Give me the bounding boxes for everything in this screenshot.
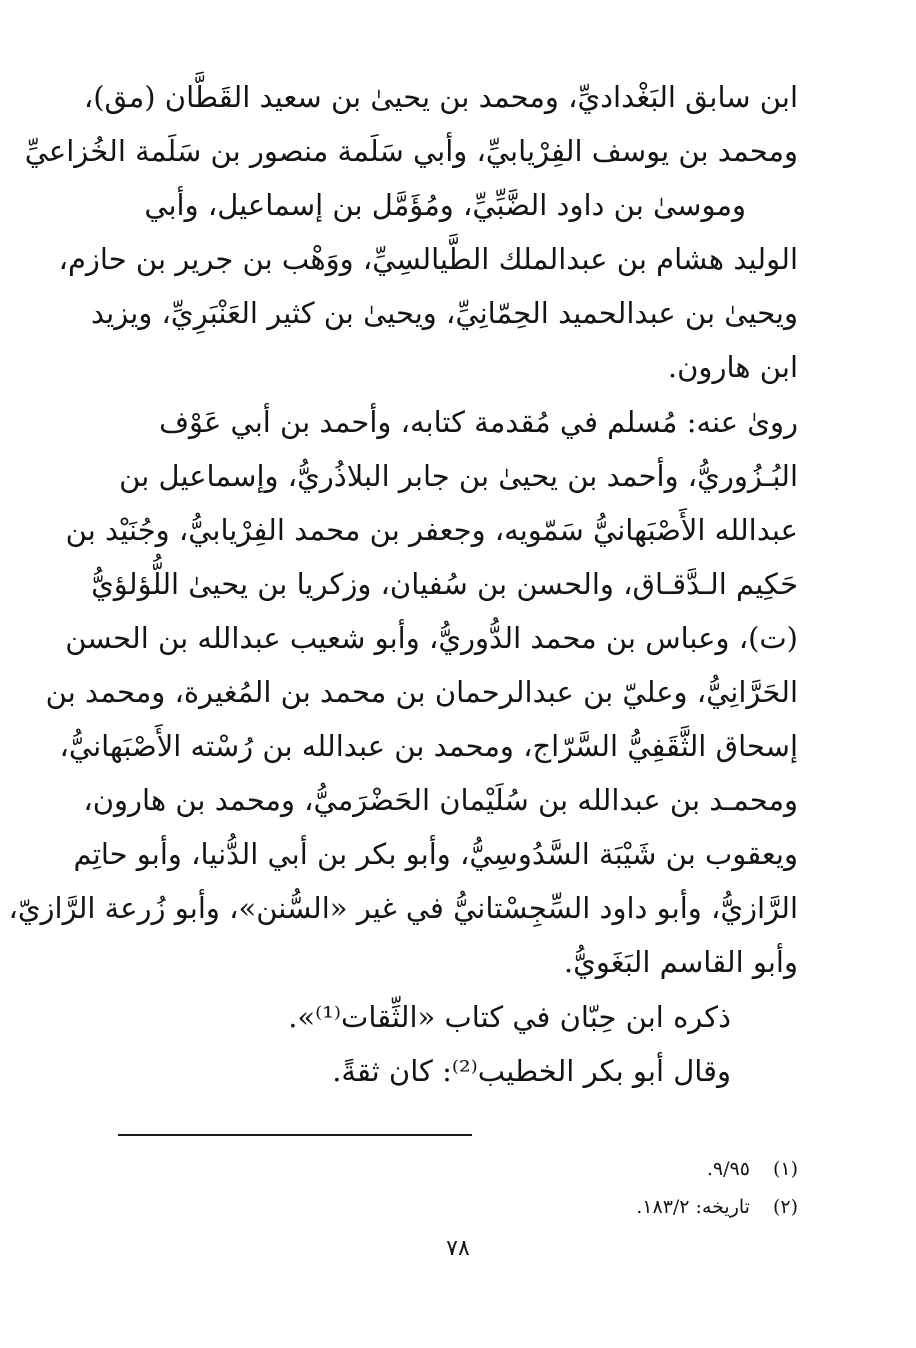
text-line: (ت)، وعباس بن محمد الدُّوريُّ، وأبو شعيب عبدالله بن الحسن [65,621,798,655]
footnote-number: (١) [772,1158,798,1180]
text-line: حَكِيم الـدَّقـاق، والحسن بن سُفيان، وزكريا بن يحيىٰ اللُّؤلؤيُّ [91,567,798,601]
text-line: ويعقوب بن شَيْبَة السَّدُوسِيُّ، وأبو بكر بن أبي الدُّنيا، وأبو حاتِم [73,837,798,871]
text-line: ذكره ابن حِبّان في كتاب «الثِّقات⁽¹⁾». [288,1000,731,1034]
text-line: ابن سابق البَغْداديِّ، ومحمد بن يحيىٰ بن سعيد القَطَّان (مق)، [83,80,798,114]
text-line: عبدالله الأَصْبَهانيُّ سَمّويه، وجعفر بن محمد الفِرْيابيُّ، وجُنَيْد بن [65,513,798,547]
text-line: وقال أبو بكر الخطيب⁽²⁾: كان ثقةً. [332,1054,731,1088]
text-line: وموسىٰ بن داود الضَّبِّيِّ، ومُؤَمَّل بن إسماعيل، وأبي [144,188,746,222]
text-line: الوليد هشام بن عبدالملك الطَّيالسِيِّ، ووَهْب بن جرير بن حازم، [58,242,798,276]
footnote-separator-gap [472,1134,798,1136]
page-number: ٧٨ [446,1236,470,1261]
footnote-text: ٩/٩٥. [706,1158,750,1180]
verdict-paragraph [191,990,731,1098]
teachers-paragraph [24,70,798,394]
text-line: ويحيىٰ بن عبدالحميد الحِمّانِيِّ، ويحيىٰ بن كثير العَنْبَرِيِّ، ويزيد [90,296,798,330]
footnote [118,1188,798,1226]
text-line: ومحمد بن يوسف الفِرْيابيِّ، وأبي سَلَمة منصور بن سَلَمة الخُزاعيِّ [24,134,798,168]
text-line: ومحمـد بن عبدالله بن سُلَيْمان الحَضْرَميُّ، ومحمد بن هارون، [83,783,798,817]
text-line: ابن هارون. [667,350,798,384]
text-line: الرَّازيُّ، وأبو داود السِّجِسْتانيُّ في غير «السُّنن»، وأبو زُرعة الرَّازيّ، [8,891,798,925]
footnote-number: (٢) [772,1196,798,1218]
text-line: وأبو القاسم البَغَويُّ. [563,945,798,979]
students-paragraph [8,395,798,989]
text-line: الحَرَّانِيُّ، وعليّ بن عبدالرحمان بن محمد بن المُغيرة، ومحمد بن [45,675,798,709]
footnotes [118,1150,798,1226]
text-line: البُـزُوريُّ، وأحمد بن يحيىٰ بن جابر البلاذُريُّ، وإسماعيل بن [119,459,798,493]
text-line: رویٰ عنه: مُسلم في مُقدمة كتابه، وأحمد بن أبي عَوْف [158,405,798,439]
footnote-text: تاريخه: ١٨٣/٢. [636,1196,750,1218]
text-line: إسحاق الثَّقَفِيُّ السَّرّاج، ومحمد بن عبدالله بن رُسْته الأَصْبَهانيُّ، [59,729,798,763]
footnote [118,1150,798,1188]
